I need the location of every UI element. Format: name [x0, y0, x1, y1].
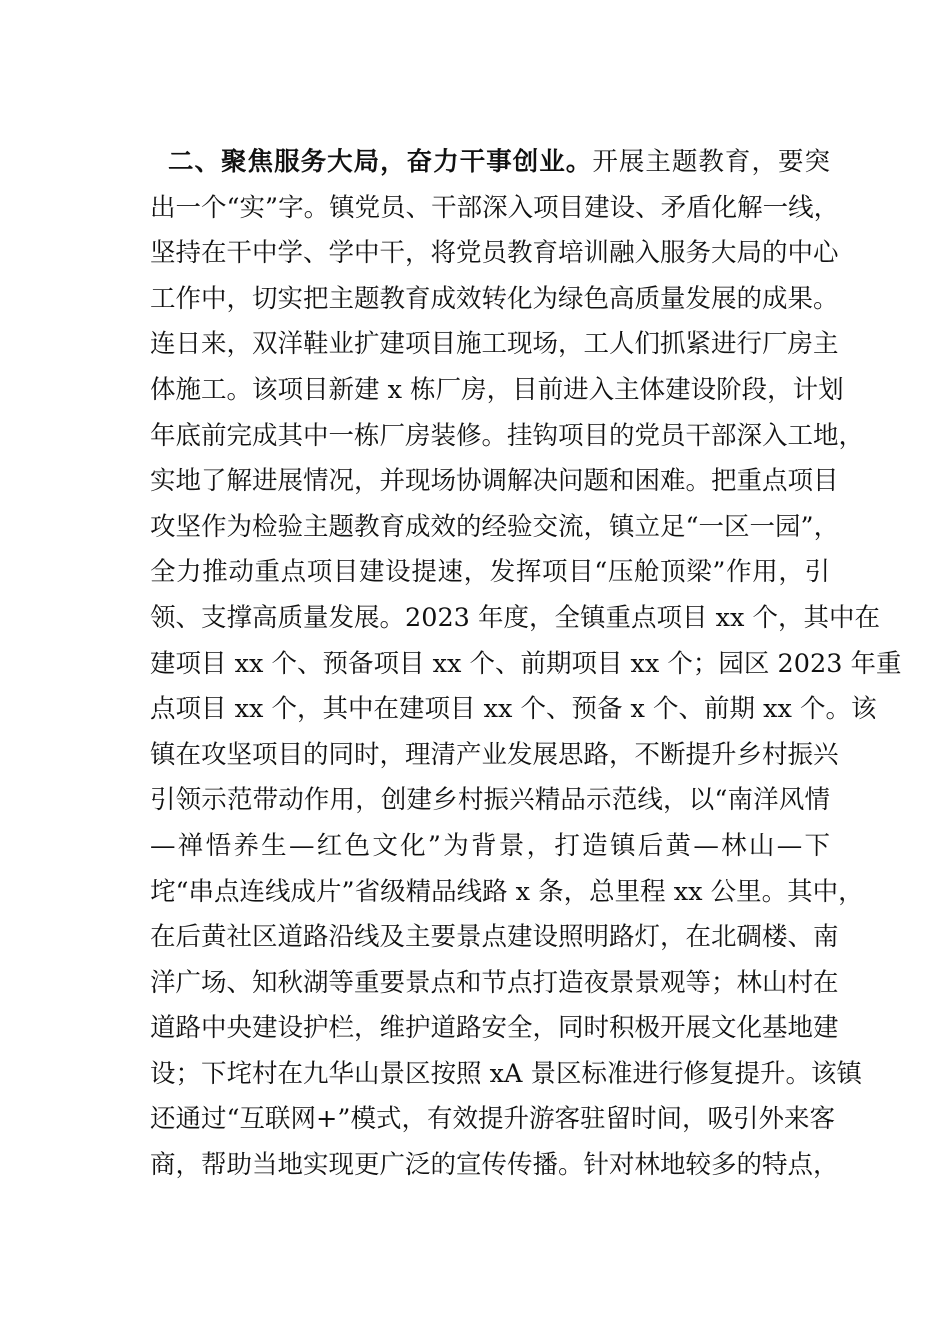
paragraph-line: 体施工。该项目新建 x 栋厂房，目前进入主体建设阶段，计划: [150, 374, 844, 405]
paragraph-line: 连日来，双洋鞋业扩建项目施工现场，工人们抓紧进行厂房主: [150, 329, 839, 360]
paragraph-line: 攻坚作为检验主题教育成效的经验交流，镇立足“一区一园”，: [150, 511, 840, 542]
paragraph-line: 还通过“互联网+”模式，有效提升游客驻留时间，吸引外来客: [150, 1104, 835, 1135]
paragraph-line: 点项目 xx 个，其中在建项目 xx 个、预备 x 个、前期 xx 个。该: [150, 694, 877, 725]
paragraph-line: 全力推动重点项目建设提速，发挥项目“压舱顶梁”作用，引: [150, 557, 830, 588]
paragraph-line: 商，帮助当地实现更广泛的宣传传播。针对林地较多的特点，: [150, 1150, 839, 1181]
paragraph-line: 实地了解进展情况，并现场协调解决问题和困难。把重点项目: [150, 466, 839, 497]
paragraph-line: 在后黄社区道路沿线及主要景点建设照明路灯，在北碉楼、南: [150, 922, 839, 953]
paragraph-line: 领、支撑高质量发展。2023 年度，全镇重点项目 xx 个，其中在: [150, 602, 880, 633]
paragraph-line: 出一个“实”字。镇党员、干部深入项目建设、矛盾化解一线，: [150, 192, 840, 223]
paragraph-line: 年底前完成其中一栋厂房装修。挂钩项目的党员干部深入工地，: [150, 420, 865, 451]
body-paragraph: [150, 140, 902, 1189]
paragraph-line: 建项目 xx 个、预备项目 xx 个、前期项目 xx 个；园区 2023 年重: [150, 648, 902, 679]
first-line-text: 开展主题教育，要突: [592, 147, 830, 177]
paragraph-line-1: [150, 140, 830, 186]
paragraph-line: 垞“串点连线成片”省级精品线路 x 条，总里程 xx 公里。其中，: [150, 876, 864, 907]
paragraph-line: 道路中央建设护栏，维护道路安全，同时积极开展文化基地建: [150, 1013, 839, 1044]
paragraph-line: 工作中，切实把主题教育成效转化为绿色高质量发展的成果。: [150, 283, 839, 314]
paragraph-line: 镇在攻坚项目的同时，理清产业发展思路，不断提升乡村振兴: [150, 739, 839, 770]
paragraph-line: 引领示范带动作用，创建乡村振兴精品示范线，以“南洋风情: [150, 785, 830, 816]
section-heading: 二、聚焦服务大局，奋力干事创业。: [168, 147, 593, 177]
paragraph-line: 坚持在干中学、学中干，将党员教育培训融入服务大局的中心: [150, 238, 839, 269]
paragraph-line: 洋广场、知秋湖等重要景点和节点打造夜景景观等；林山村在: [150, 967, 839, 998]
paragraph-line: 设；下垞村在九华山景区按照 xA 景区标准进行修复提升。该镇: [150, 1058, 863, 1089]
paragraph-line: —禅悟养生—红色文化”为背景，打造镇后黄—林山—下: [150, 830, 830, 861]
